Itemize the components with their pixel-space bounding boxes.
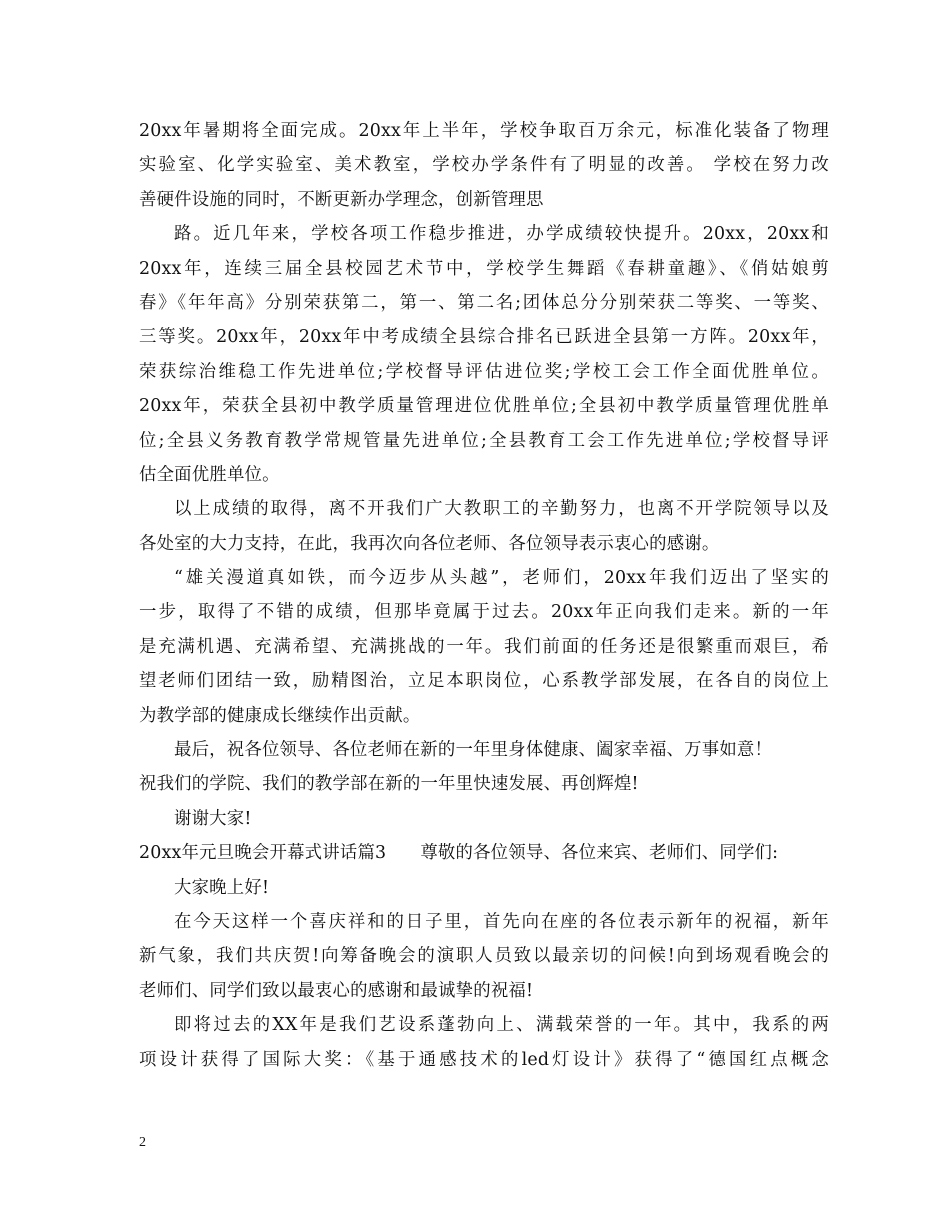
text-line: 善硬件设施的同时，不断更新办学理念，创新管理思 — [139, 189, 544, 210]
text-line: 老师们、同学们致以最衷心的感谢和最诚挚的祝福! — [139, 980, 534, 1001]
text-line: 路。近几年来，学校各项工作稳步推进，办学成绩较快提升。20xx，20xx和 — [174, 224, 829, 245]
text-line: “雄关漫道真如铁，而今迈步从头越”，老师们，20xx年我们迈出了坚实的 — [174, 568, 829, 589]
text-line: 即将过去的XX年是我们艺设系蓬勃向上、满载荣誉的一年。其中，我系的两 — [174, 1015, 829, 1036]
text-line: 各处室的大力支持，在此，我再次向各位老师、各位领导表示衷心的感谢。 — [139, 533, 720, 554]
text-line: 项设计获得了国际大奖：《基于通感技术的led灯设计》获得了“德国红点概念 — [139, 1049, 829, 1070]
text-line: 为教学部的健康成长继续作出贡献。 — [139, 705, 421, 726]
text-line: 20xx年，荣获全县初中教学质量管理进位优胜单位;全县初中教学质量管理优胜单 — [139, 396, 829, 417]
text-line: 春》《年年高》分别荣获第二，第一、第二名;团体总分分别荣获二等奖、一等奖、 — [139, 292, 829, 313]
text-line: 祝我们的学院、我们的教学部在新的一年里快速发展、再创辉煌! — [139, 774, 639, 795]
text-line: 估全面优胜单位。 — [139, 464, 280, 485]
text-line: 20xx年，连续三届全县校园艺术节中，学校学生舞蹈《春耕童趣》、《俏姑娘剪 — [139, 258, 829, 279]
text-line: 以上成绩的取得，离不开我们广大教职工的辛勤努力，也离不开学院领导以及 — [174, 499, 829, 520]
text-line: 在今天这样一个喜庆祥和的日子里，首先向在座的各位表示新年的祝福，新年 — [174, 911, 829, 932]
text-line: 20xx年暑期将全面完成。20xx年上半年，学校争取百万余元，标准化装备了物理 — [139, 121, 829, 141]
section-heading-line — [139, 836, 829, 870]
text-line: 位;全县义务教育教学常规管量先进单位;全县教育工会工作先进单位;学校督导评 — [139, 430, 829, 451]
text-line: 大家晚上好! — [174, 877, 270, 898]
text-line: 一步，取得了不错的成绩，但那毕竟属于过去。20xx年正向我们走来。新的一年 — [139, 602, 829, 623]
text-line: 荣获综治维稳工作先进单位;学校督导评估进位奖;学校工会工作全面优胜单位。 — [139, 361, 829, 382]
text-line: 最后，祝各位领导、各位老师在新的一年里身体健康、阖家幸福、万事如意！ — [174, 740, 773, 761]
body-text — [139, 114, 829, 1077]
text-line: 是充满机遇、充满希望、充满挑战的一年。我们前面的任务还是很繁重而艰巨，希 — [139, 636, 829, 657]
text-line: 三等奖。20xx年，20xx年中考成绩全县综合排名已跃进全县第一方阵。20xx年， — [139, 327, 829, 348]
text-line: 望老师们团结一致，励精图治，立足本职岗位，心系教学部发展，在各自的岗位上 — [139, 671, 829, 692]
salutation: 尊敬的各位领导、各位来宾、老师们、同学们: — [420, 843, 779, 864]
text-line: 谢谢大家! — [174, 808, 252, 829]
text-line: 新气象，我们共庆贺!向筹备晚会的演职人员致以最亲切的问候!向到场观看晚会的 — [139, 946, 829, 967]
text-line: 实验室、化学实验室、美术教室，学校办学条件有了明显的改善。 学校在努力改 — [139, 155, 829, 176]
section-title: 20xx年元旦晚会开幕式讲话篇3 — [139, 843, 387, 864]
page-number: 2 — [139, 1135, 146, 1150]
